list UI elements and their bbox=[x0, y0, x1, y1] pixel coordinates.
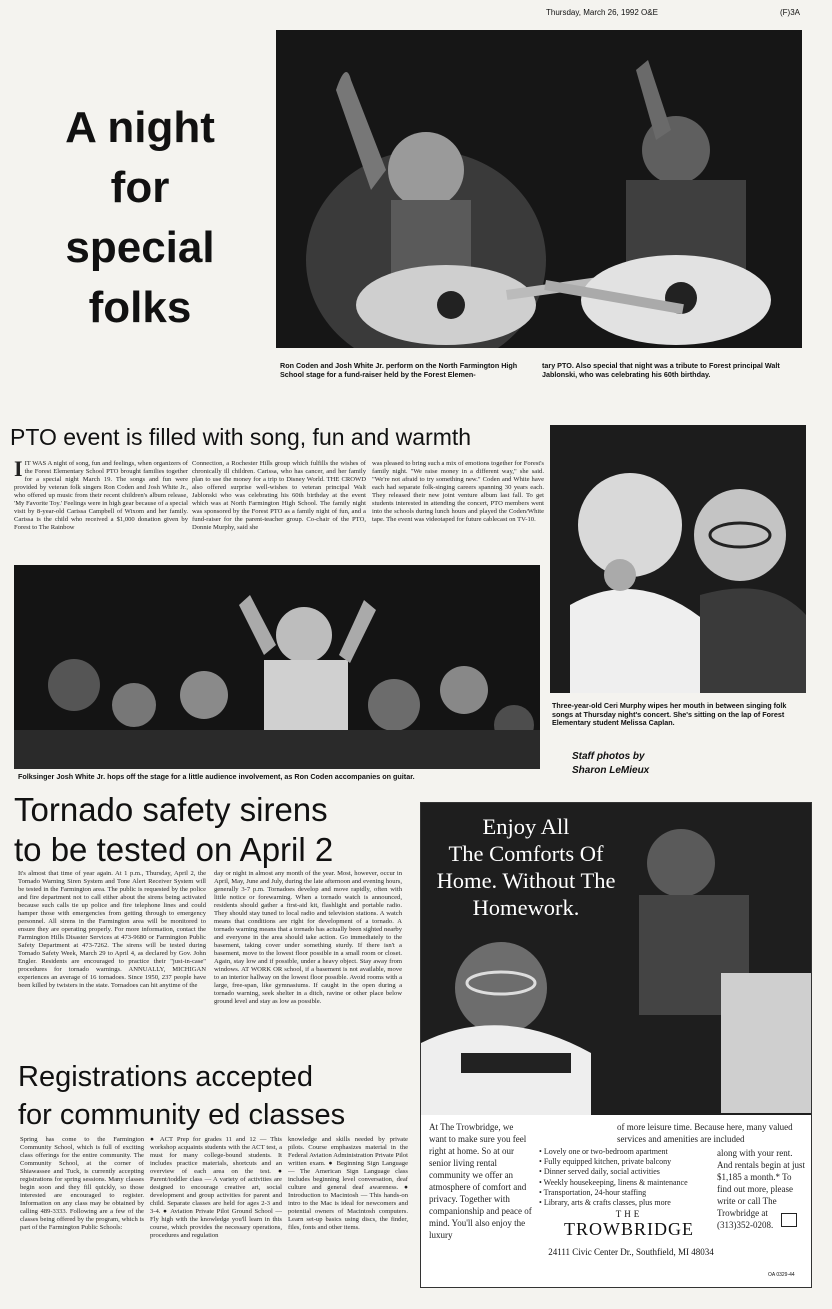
ad-amenity-item: • Weekly housekeeping, linens & maintenance bbox=[539, 1177, 688, 1187]
ad-amenity-item: • Library, arts & crafts classes, plus more bbox=[539, 1198, 671, 1208]
registration-column-3: knowledge and skills needed by private pilots. Course emphasizes material in the Federal Aviation Administration Private Pilot written exam. ● Beginning Sign Language — The American Sign Language class includes beginning level conversation, deaf culture and general deaf awareness. ● Introduction to Macintosh — This hands-on intro to the Mac is ideal for newcomers and potential owners of Macintosh computers. Learn set-up basics using discs, the finder, files, fonts and other items. bbox=[288, 1136, 408, 1231]
concert-stage-photo-art bbox=[276, 30, 802, 348]
page-code: (F)3A bbox=[780, 8, 800, 17]
feature-title-line: A night bbox=[65, 103, 215, 152]
ad-amenity-item: • Lovely one or two-bedroom apartment bbox=[539, 1147, 668, 1156]
feature-title-line: for bbox=[110, 163, 170, 212]
ad-amenity-text: Lovely one or two-bedroom apartment bbox=[543, 1147, 668, 1156]
credit-line-1: Staff photos by bbox=[572, 751, 645, 762]
audience-photo bbox=[14, 565, 540, 769]
right-photo-caption: Three-year-old Ceri Murphy wipes her mouth in between singing folk songs at Thursday night's concert. She's sitting on the lap of Forest Elementary student Melissa Caplan. bbox=[552, 701, 787, 728]
ad-amenity-text: Fully equipped kitchen, private balcony bbox=[543, 1157, 672, 1167]
ad-headline-line: Homework. bbox=[472, 895, 580, 920]
ad-amenity-item: • Fully equipped kitchen, private balcony bbox=[539, 1157, 672, 1167]
ad-headline-line: Home. Without The bbox=[436, 868, 616, 893]
brand-logo bbox=[541, 1209, 717, 1239]
top-photo-caption-right: tary PTO. Also special that night was a tribute to Forest principal Walt Jablonski, who was celebrating his 60th birthday. bbox=[542, 361, 780, 379]
pto-col1-text: IT WAS A night of song, fun and feelings, when organizers of the Forest Elementary School PTO brought families together for a special night March 19. The songs and fun were provided by veteran folk singers Ron Coden and Josh White Jr., who offered up music from their recent children's album release, 'My Favorite Toy.' Feelings were in high gear because of a special visit by 8-year-old Carissa Campbell of Wixom and her family. Carissa is the child who received a $1,000 donation given by Forest to The Rainbow bbox=[14, 460, 188, 531]
staff-photos-credit bbox=[572, 750, 649, 778]
pto-column-1 bbox=[14, 460, 188, 564]
audience-photo-art bbox=[14, 565, 540, 769]
ad-amenity-text: Transportation, 24-hour staffing bbox=[543, 1187, 647, 1197]
brand-the: THE bbox=[615, 1209, 643, 1219]
registration-headline-line-1: Registrations accepted bbox=[18, 1061, 313, 1093]
page-date-line: Thursday, March 26, 1992 O&E bbox=[546, 8, 658, 17]
ad-amenity-text: Dinner served daily, social activities bbox=[543, 1167, 660, 1177]
child-on-lap-photo-art bbox=[550, 425, 806, 693]
ad-amenity-text: Library, arts & crafts classes, plus more bbox=[543, 1198, 671, 1208]
brand-name: TROWBRIDGE bbox=[564, 1219, 694, 1239]
registration-column-2: ● ACT Prep for grades 11 and 12 — This workshop acquaints students with the ACT test, a must for many college-bound students. It includes practice materials, shortcuts and an overview of each area on the test. ● Parent/toddler class — A variety of activities are designed to encourage creative art, social development and group activities for parent and child. Separate classes are held for ages 2-3 and 3-4. ● Aviation Private Pilot Ground School — Fly high with the knowledge you'll learn in this course, which provides the necessary operations, procedures and regulation bbox=[150, 1136, 282, 1239]
ad-headline bbox=[421, 813, 631, 921]
ad-amenity-item: • Dinner served daily, social activities bbox=[539, 1167, 660, 1177]
ad-amenity-item: • Transportation, 24-hour staffing bbox=[539, 1187, 647, 1197]
ad-amenity-text: Weekly housekeeping, linens & maintenance bbox=[543, 1177, 688, 1187]
ad-copy-right-top: of more leisure time. Because here, many valued services and amenities are included bbox=[617, 1122, 793, 1144]
tornado-headline-line-2: to be tested on April 2 bbox=[14, 831, 334, 868]
feature-title-line: folks bbox=[88, 283, 192, 332]
tornado-headline bbox=[14, 790, 333, 870]
ad-copy-left: At The Trowbridge, we want to make sure you feel right at home. So at our senior living rental community we offer an atmosphere of comfort and privacy. Together with companionship and peace of mind. You'll also enjoy the luxury bbox=[429, 1122, 532, 1240]
ad-amenities-list bbox=[539, 1147, 715, 1208]
trowbridge-ad bbox=[420, 802, 812, 1288]
registration-headline bbox=[18, 1058, 345, 1134]
concert-stage-photo bbox=[276, 30, 802, 348]
credit-line-2: Sharon LeMieux bbox=[572, 765, 650, 776]
feature-title-line: special bbox=[65, 223, 215, 272]
feature-title bbox=[14, 98, 266, 338]
tornado-column-2: day or night in almost any month of the year. Most, however, occur in April, May, June and July, during the late afternoon and evening hours, generally 3-7 p.m. Tornadoes develop and move rapidly, often with little notice or forewarning. When a tornado watch is announced, residents should gather a first-aid kit, flashlight and portable radio. They should stay tuned to local radio and television stations. A watch means that conditions are right for development of a tornado. A tornado warning means that a tornado has actually been sighted nearby and everyone in the area should take action. Go immediately to the basement, taking cover under something sturdy. If there isn't a basement, move to the lowest floor possible in a small room or closet. Again, stay low and if possible, under a heavy object. Stay away from windows. AT WORK OR school, if a basement is not available, move to an interior hallway on the lowest floor possible. Avoid rooms with a large, free-span, like gymnasiums. If caught in the open during a tornado warning, seek shelter in a ditch, ravine or other place below ground level and stay as low as possible. bbox=[214, 870, 402, 1005]
registration-headline-line-2: for community ed classes bbox=[18, 1099, 346, 1131]
pto-column-3: was pleased to bring such a mix of emotions together for Forest's family night. "We raise money in a different way," she said. "We're not afraid to try something new." Coden and White have each had separate folk-singing careers spanning 30 years each. They released their new joint venture album last fall. To get students interested in attending the concert, PTO members went into the schools during lunch hours and played the Coden/White tape. The event was videotaped for future cablecast on TV-10. bbox=[372, 460, 544, 523]
pto-column-2: Connection, a Rochester Hills group which fulfills the wishes of chronically ill children. Carissa, who has cancer, and her family plan to use the money for a trip to Disney World. THE CROWD also offered surprise well-wishes to veteran principal Walt Jablonski who was celebrating his 60th birthday at the event which was at North Farmington High School. The family night was sponsored by the Forest PTO as a family night of fun, and a fund-raiser for the parent-teacher group. Co-chair of the PTO, Donnie Murphy, said she bbox=[192, 460, 366, 531]
tornado-column-1: It's almost that time of year again. At 1 p.m., Thursday, April 2, the Tornado Warning Siren System and Tone Alert Receiver System will be tested in the Farmington area. The public is requested by the police and fire department not to call either about the sirens being activated because such calls tie up police and fire telephone lines and could hamper those with emergencies from getting through to emergency personnel. All sirens in the Farmington area will be monitored to ensure they are operating properly. For more information, contact the Farmington Hills Disaster Services at 473-9680 or Farmington Public Safety Department at 473-7262. The sirens will be tested during Tornado Safety Week, March 29 to April 4, as declared by Gov. John Engler. Residents are encouraged to practice their "just-in-case" procedures for tornado warnings. ANNUALLY, MICHIGAN experiences an average of 16 tornadoes. Since 1950, 237 people have been killed by twisters in the state. Tornadoes can hit anytime of the bbox=[18, 870, 206, 989]
mid-photo-caption: Folksinger Josh White Jr. hops off the stage for a little audience involvement, as Ron Coden accompanies on guitar. bbox=[18, 772, 415, 781]
tornado-headline-line-1: Tornado safety sirens bbox=[14, 791, 328, 828]
pto-headline: PTO event is filled with song, fun and warmth bbox=[10, 424, 472, 450]
child-on-lap-photo bbox=[550, 425, 806, 693]
ad-copy-right: along with your rent. And rentals begin at just $1,185 a month.* To find out more, please write or call The Trowbridge at (313)352-0208. bbox=[717, 1148, 805, 1230]
top-photo-caption-left: Ron Coden and Josh White Jr. perform on the North Farmington High School stage for a fund-raiser held by the Forest Elemen- bbox=[280, 361, 518, 379]
ad-headline-line: Enjoy All bbox=[482, 814, 570, 839]
equal-housing-icon bbox=[781, 1213, 797, 1227]
drop-cap-i: I bbox=[14, 460, 23, 481]
ad-code: OA 0329-44 bbox=[768, 1272, 795, 1278]
ad-headline-line: The Comforts Of bbox=[448, 841, 604, 866]
ad-address: 24111 Civic Center Dr., Southfield, MI 48034 bbox=[548, 1247, 714, 1257]
registration-column-1: Spring has come to the Farmington Community School, which is full of exciting class offerings for the entire community. The Community School, at the corner of Shiawassee and Tuck, is currently accepting registrations for spring sessions. Many classes begin soon and they fill quickly, so those interested are encouraged to register. Information on any class may be obtained by calling 489-3333. Following are a few of the classes being offered by the program, which is part of the Farmington Public Schools: bbox=[20, 1136, 144, 1231]
